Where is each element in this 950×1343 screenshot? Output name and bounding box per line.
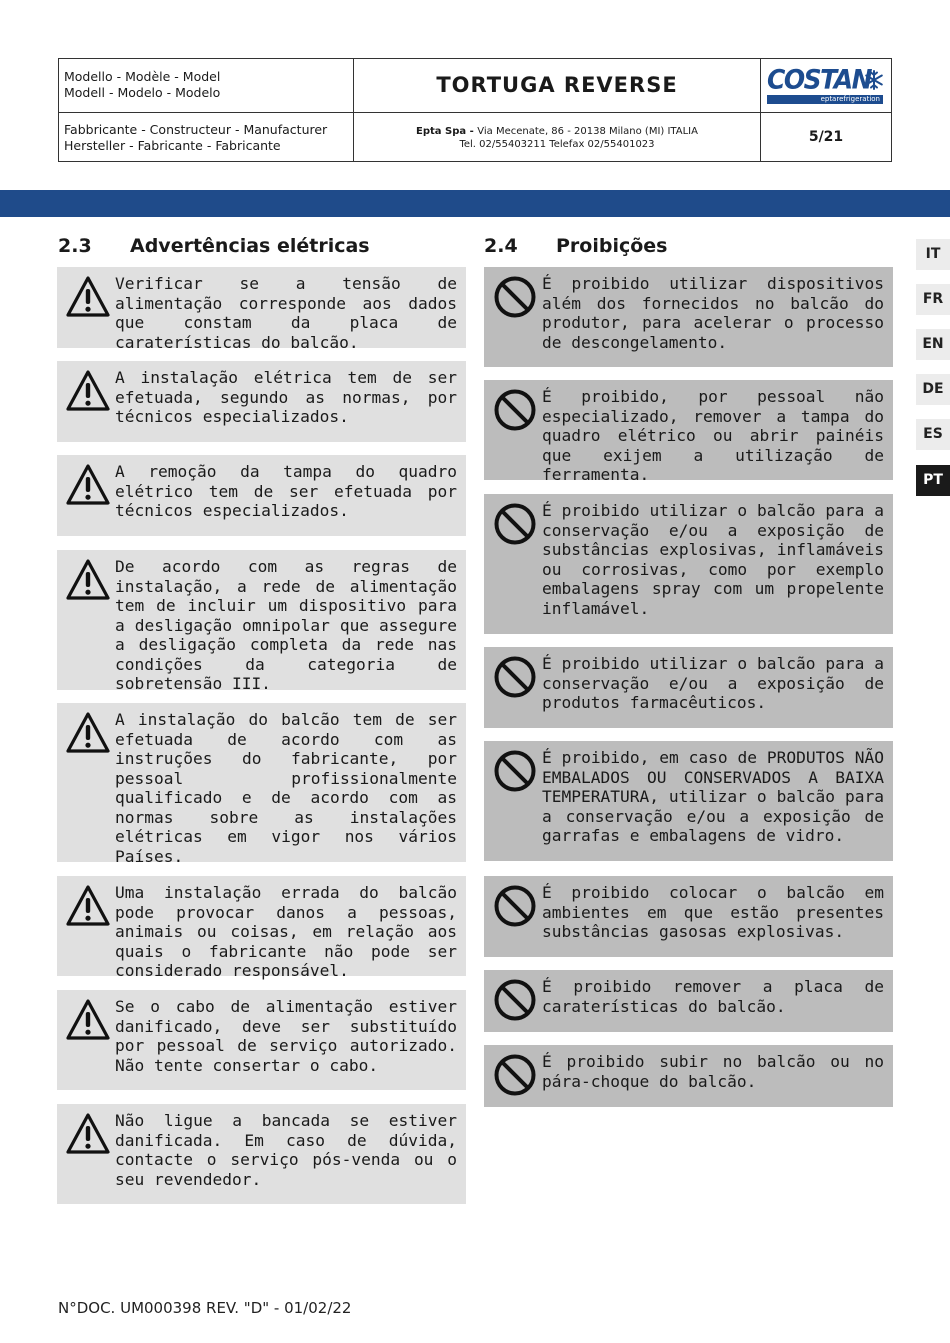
- prohibition-box: [484, 267, 893, 367]
- warning-text: Não ligue a bancada se estiver danificada. Em caso de dúvida, contacte o serviço pós-venda ou o seu revendedor.: [115, 1111, 457, 1189]
- prohibition-box: [484, 1045, 893, 1107]
- warning-triangle-icon: [66, 884, 110, 928]
- company-contacts: Tel. 02/55403211 Telefax 02/55401023: [459, 139, 655, 150]
- model-label-line: Modell - Modelo - Modelo: [64, 85, 221, 100]
- prohibition-text: É proibido remover a placa de caraterísticas do balcão.: [542, 977, 884, 1016]
- prohibition-sign-icon: [493, 502, 537, 546]
- warning-box: [57, 990, 466, 1090]
- section-heading: Proibições: [556, 235, 668, 257]
- warning-text: Verificar se a tensão de alimentação corresponde aos dados que constam da placa de caraterísticas do balcão.: [115, 274, 457, 352]
- prohibition-text: É proibido colocar o balcão em ambientes em que estão presentes substâncias gasosas explosivas.: [542, 883, 884, 941]
- warning-text: A instalação do balcão tem de ser efetuada de acordo com as instruções do fabricante, por pessoal profissionalmente qualificado e de acordo com as normas sobre as instalações elétricas em vigor nos vários Países.: [115, 710, 457, 866]
- warning-triangle-icon: [66, 558, 110, 602]
- prohibition-sign-icon: [493, 655, 537, 699]
- prohibition-text: É proibido, por pessoal não especializado, remover a tampa do quadro elétrico ou abrir painéis que exijem a utilização de ferramenta.: [542, 387, 884, 484]
- warning-box: [57, 703, 466, 866]
- logo-text: COSTAN: [767, 64, 871, 95]
- warning-triangle-icon: [66, 369, 110, 413]
- warning-box: [57, 550, 466, 693]
- prohibition-box: [484, 647, 893, 728]
- prohibition-sign-icon: [493, 1053, 537, 1097]
- language-tab-es[interactable]: ES: [916, 419, 950, 450]
- prohibition-box: [484, 970, 893, 1032]
- warning-text: A remoção da tampa do quadro elétrico tem de ser efetuada por técnicos especializados.: [115, 462, 457, 520]
- warning-text: Se o cabo de alimentação estiver danificado, deve ser substituído por pessoal de serviço autorizado. Não tente consertar o cabo.: [115, 997, 457, 1075]
- prohibition-sign-icon: [493, 275, 537, 319]
- prohibition-text: É proibido utilizar o balcão para a conservação e/ou a exposição de produtos farmacêuticos.: [542, 654, 884, 712]
- language-tab-pt[interactable]: PT: [916, 465, 950, 496]
- company-address: Via Mecenate, 86 - 20138 Milano (MI) ITALIA: [477, 126, 698, 137]
- prohibition-box: [484, 741, 893, 861]
- warning-triangle-icon: [66, 463, 110, 507]
- section-number: 2.4: [484, 235, 518, 257]
- warning-box: [57, 267, 466, 352]
- language-tab-en[interactable]: EN: [916, 329, 950, 360]
- model-title: TORTUGA REVERSE: [436, 73, 678, 97]
- prohibition-text: É proibido utilizar o balcão para a conservação e/ou a exposição de substâncias explosivas, inflamáveis ou corrosivas, como por exemplo embalagens spray com um propelente inflamável.: [542, 501, 884, 618]
- warning-triangle-icon: [66, 711, 110, 755]
- model-label: [59, 69, 353, 101]
- section-title-prohibitions: [484, 233, 668, 259]
- warning-box: [57, 455, 466, 536]
- document-header: [58, 58, 892, 162]
- prohibition-sign-icon: [493, 749, 537, 793]
- warning-box: [57, 361, 466, 442]
- prohibition-box: [484, 380, 893, 484]
- logo-tagline: eptarefrigeration: [767, 95, 883, 104]
- language-tab-it[interactable]: IT: [916, 239, 950, 270]
- section-number: 2.3: [58, 235, 92, 257]
- model-label-line: Modello - Modèle - Model: [64, 69, 221, 84]
- warning-triangle-icon: [66, 998, 110, 1042]
- prohibition-box: [484, 494, 893, 634]
- warning-text: Uma instalação errada do balcão pode provocar danos a pessoas, animais ou coisas, em relação aos quais o fabricante não pode ser considerado responsável.: [115, 883, 457, 980]
- page-number: 5/21: [808, 129, 844, 145]
- prohibition-sign-icon: [493, 388, 537, 432]
- manufacturer-label: [59, 122, 353, 154]
- manufacturer-label-line: Fabbricante - Constructeur - Manufacturer: [64, 122, 328, 137]
- prohibition-text: É proibido subir no balcão ou no pára-choque do balcão.: [542, 1052, 884, 1091]
- manufacturer-address: [354, 125, 760, 151]
- snowflake-icon: [863, 69, 885, 91]
- warning-text: De acordo com as regras de instalação, a rede de alimentação tem de incluir um dispositivo para a desligação omnipolar que assegure a desligação completa da rede nas condições da categoria de sobretensão III.: [115, 557, 457, 693]
- company-name: Epta Spa -: [416, 126, 478, 137]
- header-band: [0, 190, 950, 217]
- prohibition-sign-icon: [493, 978, 537, 1022]
- warning-box: [57, 876, 466, 980]
- section-title-warnings: [58, 233, 370, 259]
- warning-triangle-icon: [66, 275, 110, 319]
- language-tab-fr[interactable]: FR: [916, 284, 950, 315]
- warning-text: A instalação elétrica tem de ser efetuada, segundo as normas, por técnicos especializados.: [115, 368, 457, 426]
- manufacturer-label-line: Hersteller - Fabricante - Fabricante: [64, 138, 281, 153]
- prohibition-sign-icon: [493, 884, 537, 928]
- costan-logo: [765, 65, 887, 105]
- prohibition-text: É proibido, em caso de PRODUTOS NÃO EMBALADOS OU CONSERVADOS A BAIXA TEMPERATURA, utilizar o balcão para a conservação e/ou a exposição de garrafas e embalagens de vidro.: [542, 748, 884, 845]
- prohibition-text: É proibido utilizar dispositivos além dos fornecidos no balcão do produtor, para acelerar o processo de descongelamento.: [542, 274, 884, 352]
- language-tab-de[interactable]: DE: [916, 374, 950, 405]
- section-heading: Advertências elétricas: [130, 235, 370, 257]
- document-number: N°DOC. UM000398 REV. "D" - 01/02/22: [58, 1299, 352, 1317]
- warning-triangle-icon: [66, 1112, 110, 1156]
- prohibition-box: [484, 876, 893, 957]
- warning-box: [57, 1104, 466, 1204]
